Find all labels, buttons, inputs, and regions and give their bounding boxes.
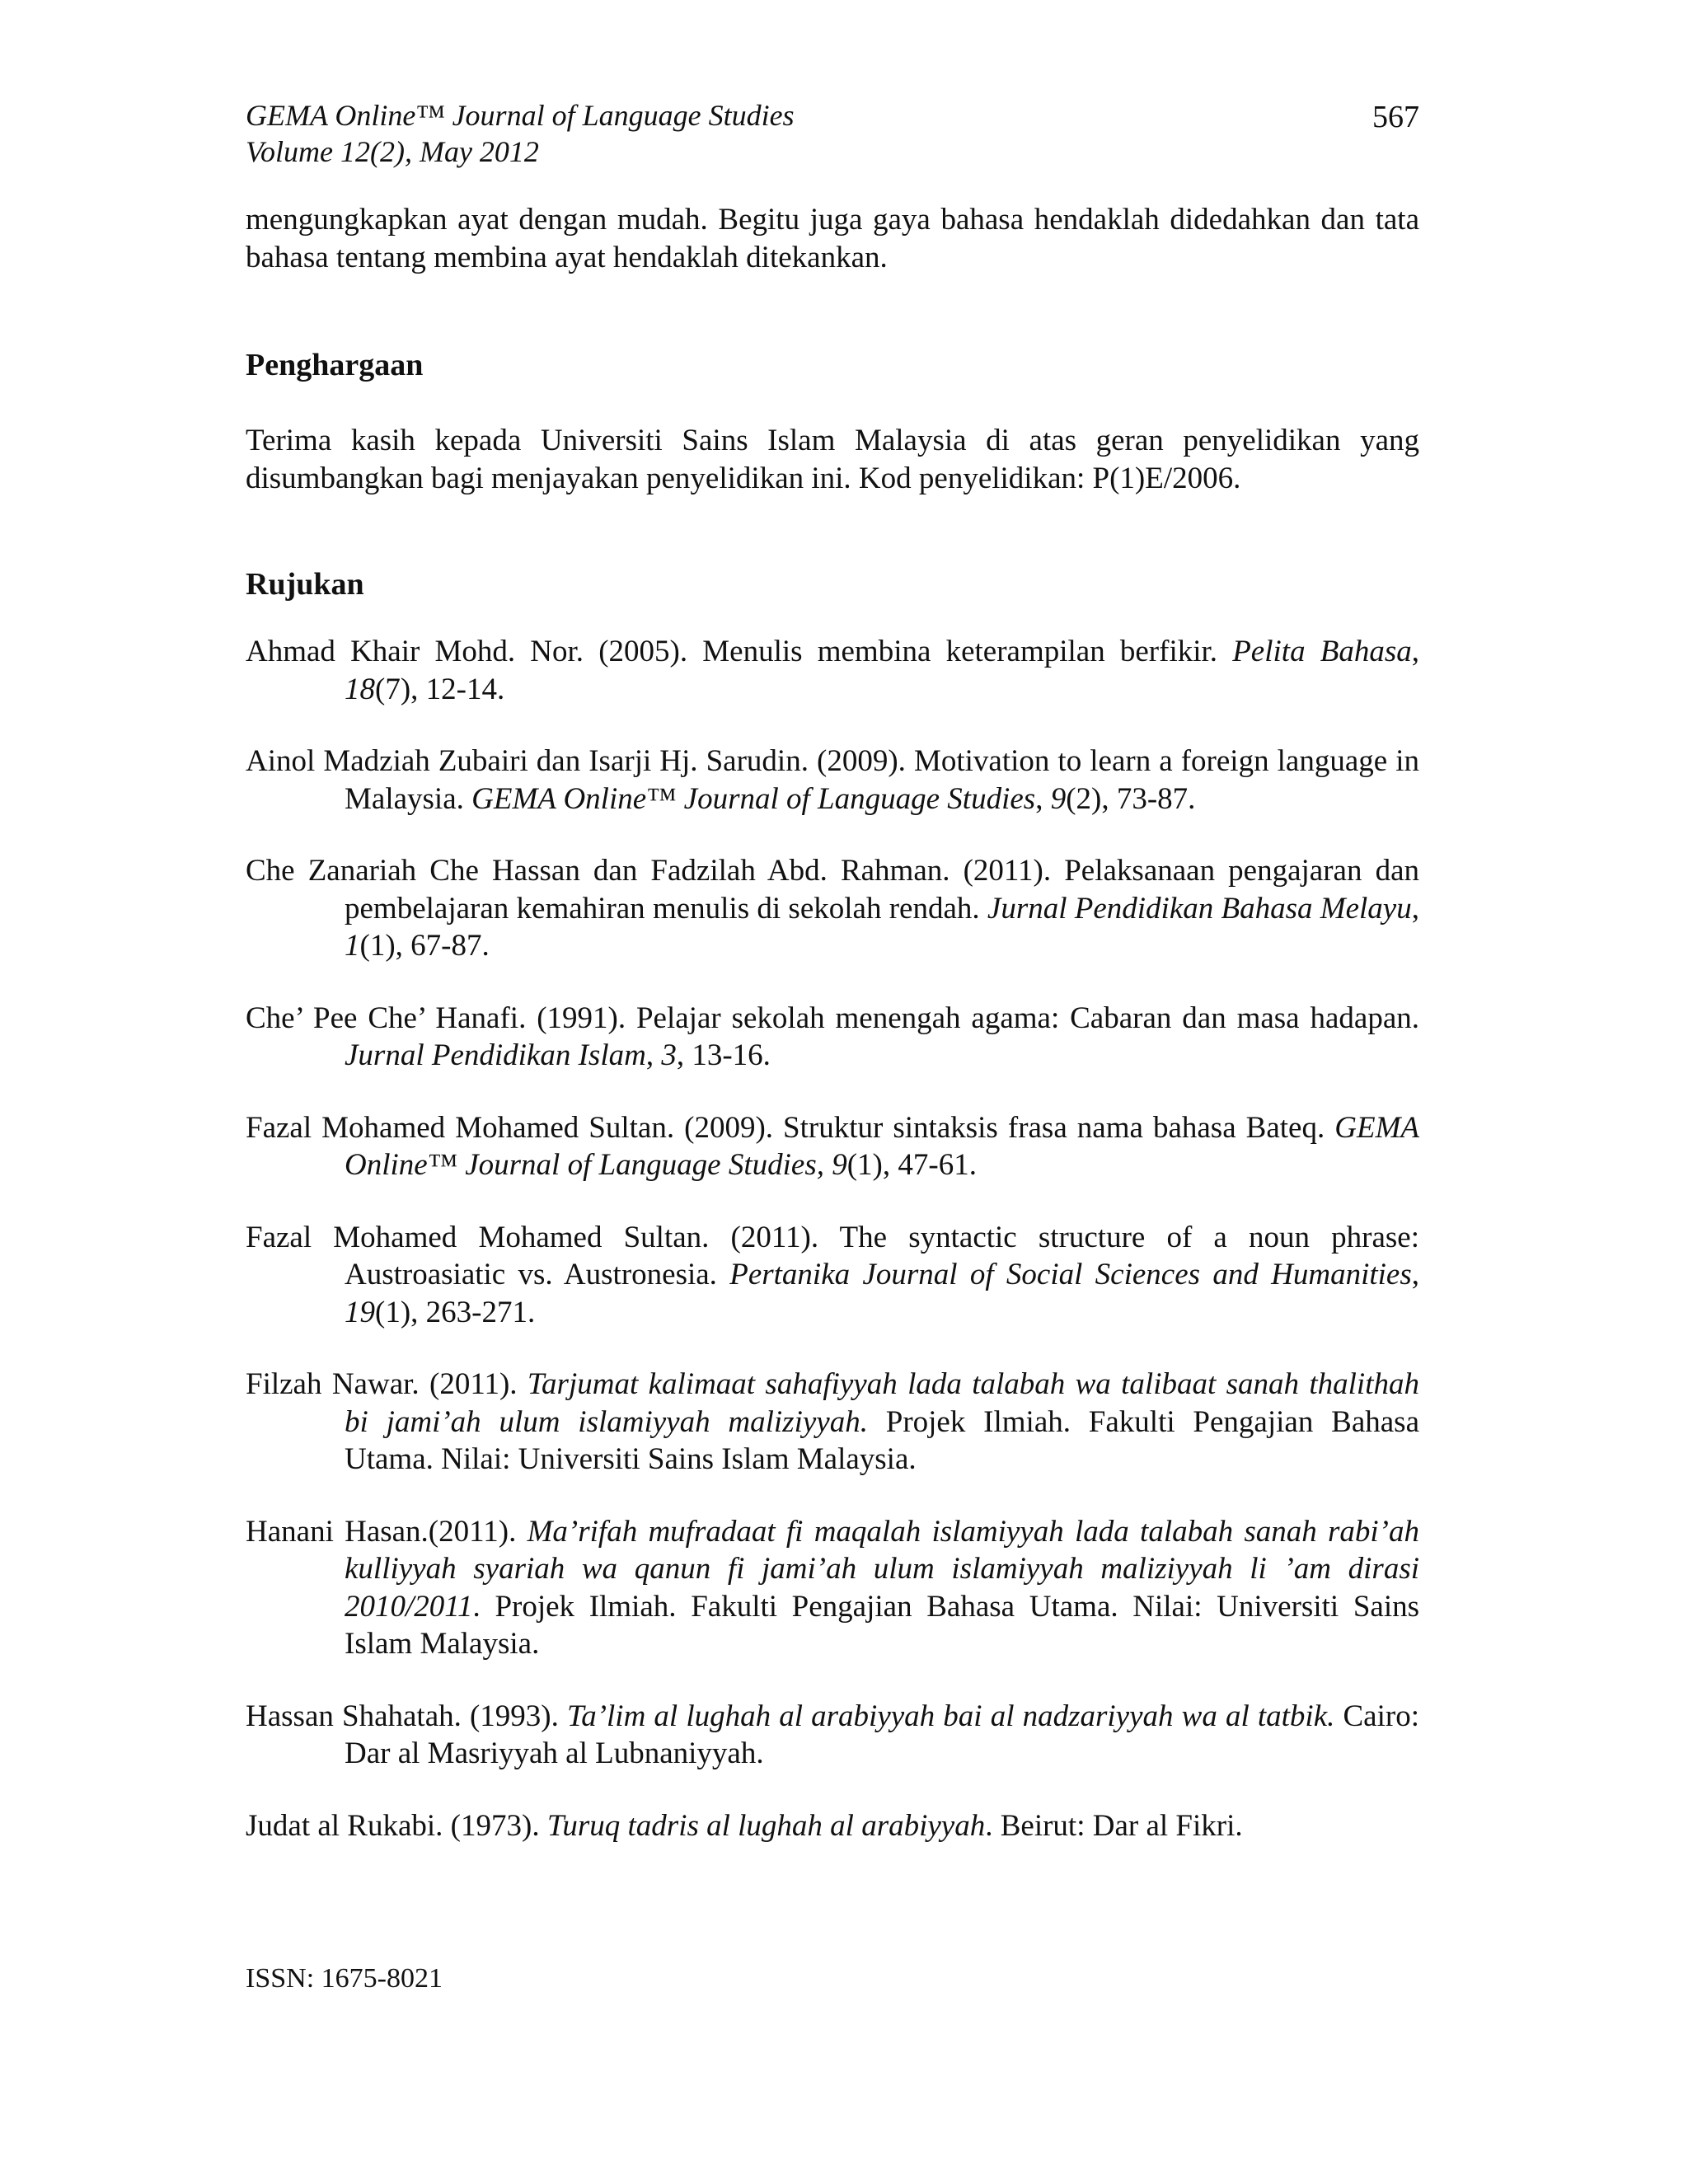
acknowledgement-paragraph: Terima kasih kepada Universiti Sains Islam Malaysia di atas geran penyelidikan yang disumbangkan bagi menjayakan penyelidikan ini. Kod penyelidikan: P(1)E/2006. <box>246 424 1419 495</box>
acknowledgement-heading: Penghargaan <box>246 348 424 382</box>
journal-title: GEMA Online™ Journal of Language Studies <box>246 99 795 132</box>
reference-item: Hassan Shahatah. (1993). Ta’lim al lughah al arabiyyah bai al nadzariyyah wa al tatbik. Cairo: Dar al Masriyyah al Lubnaniyyah. <box>246 1699 1419 1770</box>
issn-footer: ISSN: 1675-8021 <box>246 1963 443 1994</box>
references-heading: Rujukan <box>246 567 364 602</box>
reference-item: Hanani Hasan.(2011). Ma’rifah mufradaat fi maqalah islamiyyah lada talabah sanah rabi’ah kulliyyah syariah wa qanun fi jami’ah ulum islamiyyah maliziyyah li ’am dirasi 2010/2011. Projek Ilmiah. Fakulti Pengajian Bahasa Utama. Nilai: Universiti Sains Islam Malaysia. <box>246 1514 1419 1661</box>
reference-item: Ahmad Khair Mohd. Nor. (2005). Menulis membina keterampilan berfikir. Pelita Bahasa, 18(7), 12-14. <box>246 635 1419 706</box>
reference-list <box>246 633 1419 1879</box>
reference-item: Judat al Rukabi. (1973). Turuq tadris al lughah al arabiyyah. Beirut: Dar al Fikri. <box>246 1808 1243 1843</box>
reference-item: Che’ Pee Che’ Hanafi. (1991). Pelajar sekolah menengah agama: Cabaran dan masa hadapan. Jurnal Pendidikan Islam, 3, 13-16. <box>246 1001 1419 1072</box>
page-number: 567 <box>1372 100 1419 134</box>
reference-item: Ainol Madziah Zubairi dan Isarji Hj. Sarudin. (2009). Motivation to learn a foreign language in Malaysia. GEMA Online™ Journal of Language Studies, 9(2), 73-87. <box>246 744 1419 816</box>
reference-item: Fazal Mohamed Mohamed Sultan. (2009). Struktur sintaksis frasa nama bahasa Bateq. GEMA Online™ Journal of Language Studies, 9(1), 47-61. <box>246 1110 1419 1182</box>
intro-paragraph: mengungkapkan ayat dengan mudah. Begitu juga gaya bahasa hendaklah didedahkan dan tata bahasa tentang membina ayat hendaklah ditekankan. <box>246 203 1419 274</box>
volume-info: Volume 12(2), May 2012 <box>246 135 539 168</box>
reference-item: Fazal Mohamed Mohamed Sultan. (2011). The syntactic structure of a noun phrase: Austroasiatic vs. Austronesia. Pertanika Journal of Social Sciences and Humanities, 19(1), 263-271. <box>246 1220 1419 1329</box>
running-header <box>246 97 1419 170</box>
reference-item: Filzah Nawar. (2011). Tarjumat kalimaat sahafiyyah lada talabah wa talibaat sanah thalithah bi jami’ah ulum islamiyyah maliziyyah. Projek Ilmiah. Fakulti Pengajian Bahasa Utama. Nilai: Universiti Sains Islam Malaysia. <box>246 1367 1419 1476</box>
reference-item: Che Zanariah Che Hassan dan Fadzilah Abd. Rahman. (2011). Pelaksanaan pengajaran dan pembelajaran kemahiran menulis di sekolah rendah. Jurnal Pendidikan Bahasa Melayu, 1(1), 67-87. <box>246 854 1419 963</box>
